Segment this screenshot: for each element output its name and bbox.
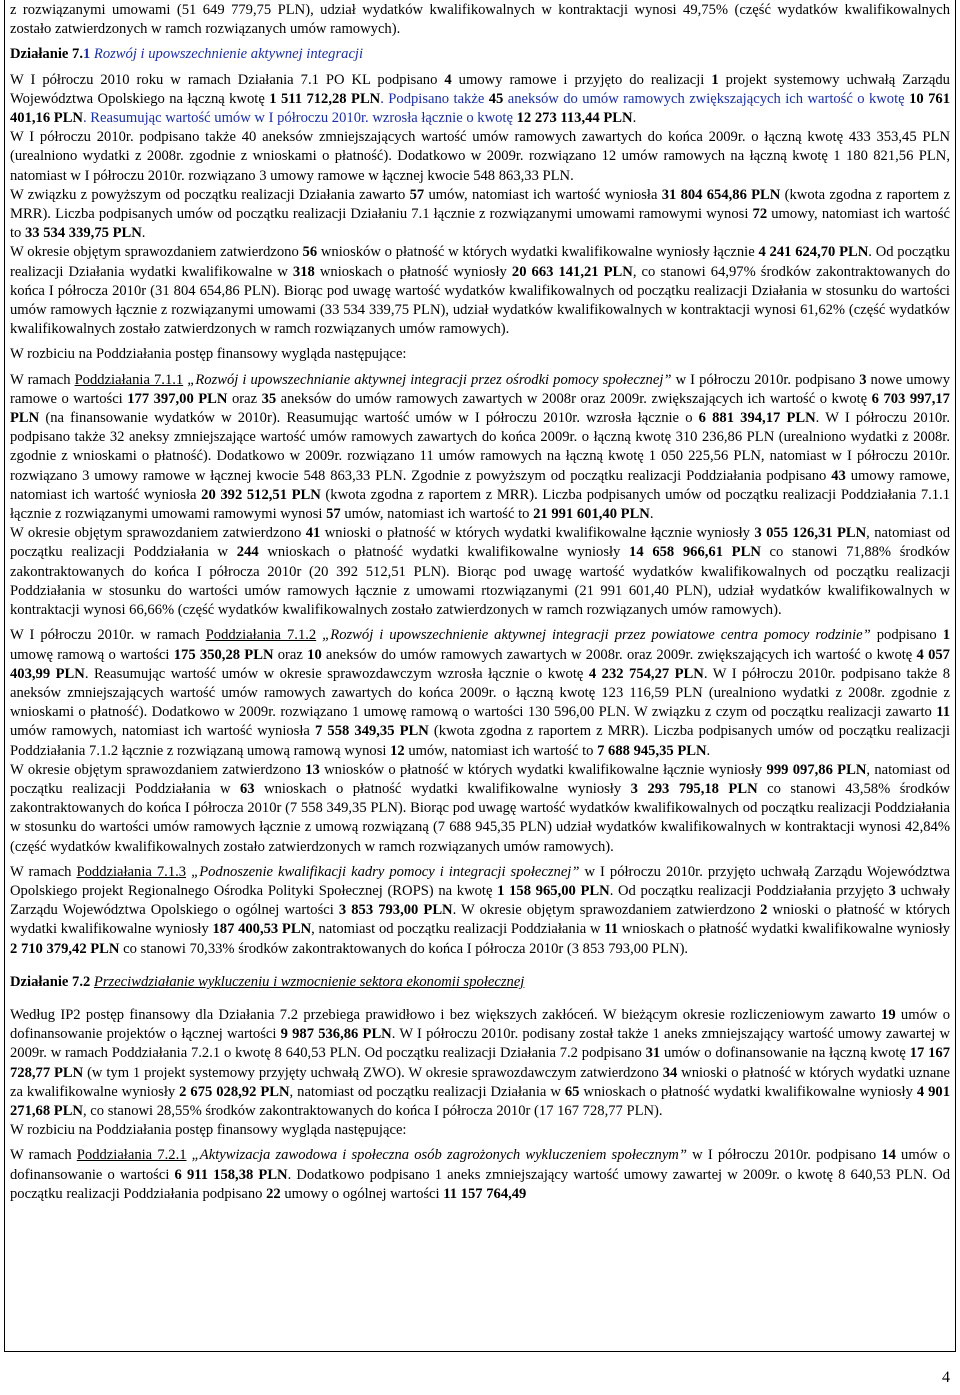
paragraph-7-1-1-payments: W okresie objętym sprawozdaniem zatwierdzono 41 wnioski o płatność w których wydatki kwalifikowalne łącznie wyniosły 3 055 126,31 PLN, natomiast od początku realizacji Poddziałania w 244 wnioskach o płatność wydatki kwalifikowalne wyniosły 14 658 966,61 PLN co stanowi 71,88% środków zakontraktowanych do końca I półrocza 2010r (20 392 512,51 PLN). Biorąc pod uwagę wartość wydatków kwalifikowalnych od początku realizacji Poddziałania w stosunku do wartości umów ramowych łącznie z umowami rtozwiązanymi (21 991 601,40 PLN), udział wydatków kwalifikowalnych w kontraktacji wynosi 66,66% (część wydatków kwalifikowalnych zostało zatwierdzonych w ramch rozwiązanych umów ramowych).: [10, 525, 951, 619]
paragraph-7-1-2-payments: W okresie objętym sprawozdaniem zatwierdzono 13 wniosków o płatność w których wydatki kwalifikowalne łącznie wyniosły 999 097,86 PLN, natomiast od początku realizacji Poddziałania w 63 wnioskach o płatność wydatki kwalifikowalne wyniosły 3 293 795,18 PLN co stanowi 43,58% środków zakontraktowanych do końca I półrocza 2010r (7 558 349,35 PLN). Biorąc pod uwagę wartość wydatków kwalifikowalnych od początku realizacji Poddziałania w stosunku do wartości umów ramowych łącznie z umową rozwiązaną (7 688 945,35 PLN) udział wydatków kwalifikowalnych w kontraktacji wynosi 42,84% (część wydatków kwalifikowalnych zostało zatwierdzonych w ramch rozwiązanych umów ramowych).: [10, 761, 950, 855]
paragraph-breakdown-intro: W rozbiciu na Poddziałania postęp finansowy wygląda następujące:: [10, 346, 407, 363]
paragraph-7-1-1-contracts: W ramach Poddziałania 7.1.1 „Rozwój i upowszechnianie aktywnej integracji przez ośrodki pomocy społecznej” w I półroczu 2010r. podpisano 3 nowe umowy ramowe o wartości 177 397,00 PLN oraz 35 aneksów do umów ramowych zawartych w 2008r oraz 2009r. zwiększających ich wartość o kwotę 6 703 997,17 PLN (na finansowanie wydatków w 2010r). Reasumując wartość umów w I półroczu 2010r. wzrosła łącznie o 6 881 394,17 PLN. W I półroczu 2010r. podpisano także 32 aneksy zmniejszające wartość umów ramowych zawartych do końca 2009r. o łączną kwotę 310 236,86 PLN (urealniono wydatki z 2008r. zgodnie z wnioskami o płatność). Dodatkowo w 2009r. rozwiązano 11 umów ramowych na łączną kwotę 1 050 225,56 PLN, natomiast w I półroczu 2010r. rozwiązano 3 umowy ramowe w łącznej kwocie 548 863,33 PLN. Zgodnie z powyższym od początku realizacji Poddziałania podpisano 43 umowy ramowe, natomiast ich wartość wyniosła 20 392 512,51 PLN (kwota zgodna z raportem z MRR). Liczba podpisanych umów od początku realizacji Poddziałania 7.1.1 łącznie z rozwiązanymi umowami ramowymi wynosi 57 umów, natomiast ich wartość to 21 991 601,40 PLN.: [10, 371, 951, 523]
paragraph-7-2-1: W ramach Poddziałania 7.2.1 „Aktywizacja zawodowa i społeczna osób zagrożonych wykluczeniem społecznym” w I półroczu 2010r. podpisano 14 umów o dofinansowanie o wartości 6 911 158,38 PLN. Dodatkowo podpisano 1 aneks zmniejszający wartość umowy zawartej w 2009r. o kwotę 8 640,53 PLN. Od początku realizacji Poddziałania podpisano 22 umowy o ogólnej wartości 11 157 764,49: [10, 1147, 950, 1202]
section-heading-7-2: Działanie 7.2 Przeciwdziałanie wykluczeniu i wzmocnienie sektora ekonomii społecznej: [10, 973, 525, 990]
paragraph-continuation: z rozwiązanymi umowami (51 649 779,75 PLN), udział wydatków kwalifikowalnych w kontraktacji wynosi 49,75% (część wydatków kwalifikowalnych zostało zatwierdzonych w ramch rozwiązanych umów ramowych).: [10, 2, 950, 38]
paragraph-7-2-summary: Według IP2 postęp finansowy dla Działania 7.2 przebiega prawidłowo i bez większych zakłóceń. W bieżącym okresie rozliczeniowym zawarto 19 umów o dofinansowanie projektów o łącznej wartości 9 987 536,86 PLN. W I półroczu 2010r. podisany został także 1 aneks zmniejszający wartość umowy zawartej w 2009r. w ramach Poddziałania 7.2.1 o kwotę 8 640,53 PLN. Od początku realizacji Działania 7.2 podpisano 31 umów o dofinansowanie na łączną kwotę 17 167 728,77 PLN (w tym 1 projekt systemowy przyjęty uchwałą ZWO). W okresie sprawozdawczym zatwierdzono 34 wnioski o płatność w których wydatki uznane za kwalifikowalne wyniosły 2 675 028,92 PLN, natomiast od początku realizacji Działania w 65 wnioskach o płatność wydatki kwalifikowalne wyniosły 4 901 271,68 PLN, co stanowi 28,55% środków zakontraktowanych do końca I półrocza 2010r (17 167 728,77 PLN).: [10, 1006, 951, 1119]
paragraph-7-1-payments: W okresie objętym sprawozdaniem zatwierdzono 56 wniosków o płatność w których wydatki kwalifikowalne wyniosły łącznie 4 241 624,70 PLN. Od początku realizacji Działania wydatki kwalifikowalne w 318 wnioskach o płatność wyniosły 20 663 141,21 PLN, co stanowi 64,97% środków zakontraktowanych do końca I półrocza 2010r (31 804 654,86 PLN). Biorąc pod uwagę wartość wydatków kwalifikowalnych od początku realizacji Działania w stosunku do wartości umów ramowych łącznie z rozwiązanymi umowami (33 534 339,75 PLN), udział wydatków kwalifikowalnych w kontraktacji wynosi 61,62% (część wydatków kwalifikowalnych zostało zatwierdzonych w ramch rozwiązanych umów ramowych).: [10, 244, 951, 338]
paragraph-7-1-summary: W I półroczu 2010 roku w ramach Działania 7.1 PO KL podpisano 4 umowy ramowe i przyjęto do realizacji 1 projekt systemowy uchwałą Zarządu Województwa Opolskiego na łączną kwotę 1 511 712,28 PLN. Podpisano także 45 aneksów do umów ramowych zwiększających ich wartość o kwotę 10 761 401,16 PLN. Reasumując wartość umów w I półroczu 2010r. wzrosła łącznie o kwotę 12 273 113,44 PLN. W I półroczu 2010r. podpisano także 40 aneksów zmniejszających wartość umów ramowych zawartych do końca 2009r. o łączną kwotę 433 353,45 PLN (urealniono wydatki z 2008r. zgodnie z wnioskami o płatność). Dodatkowo w 2009r. rozwiązano 12 umów ramowych na łączną kwotę 1 180 821,56 PLN, natomiast w I półroczu 2010r. rozwiązano 3 umowy ramowe w łącznej kwocie 548 863,33 PLN. W związku z powyższym od początku realizacji Działania zawarto 57 umów, natomiast ich wartość wyniosła 31 804 654,86 PLN (kwota zgodna z raportem z MRR). Liczba podpisanych umów od początku realizacji Działaniu 7.1 łącznie z rozwiązanymi umowami ramowymi wynosi 72 umowy, natomiast ich wartość to 33 534 339,75 PLN.: [10, 71, 951, 242]
paragraph-7-1-2-contracts: W I półroczu 2010r. w ramach Poddziałania 7.1.2 „Rozwój i upowszechnienie aktywnej integracji przez powiatowe centra pomocy rodzinie” podpisano 1 umowę ramową o wartości 175 350,28 PLN oraz 10 aneksów do umów ramowych zawartych w 2008r. oraz 2009r. zwiększających ich wartość o kwotę 4 057 403,99 PLN. Reasumując wartość umów w okresie sprawozdawczym wzrosła łącznie o kwotę 4 232 754,27 PLN. W I półroczu 2010r. podpisano także 8 aneksów zmniejszających wartość umów ramowych zawartych do końca 2009r. o łączną kwotę 123 116,59 PLN (urealniono wydatki z 2008r. zgodnie z wnioskami o płatność). Dodatkowo w 2009r. rozwiązano 1 umowę ramową o wartości 130 596,00 PLN. W związku z czym od początku realizacji zawarto 11 umów ramowych, natomiast ich wartość wyniosła 7 558 349,35 PLN (kwota zgodna z raportem z MRR). Liczba podpisanych umów od początku realizacji Poddziałania 7.1.2 łącznie z rozwiązaną umową ramową wynosi 12 umów, natomiast ich wartość to 7 688 945,35 PLN.: [10, 627, 951, 759]
section-heading-7-1: Działanie 7.1 Rozwój i upowszechnienie aktywnej integracji: [10, 46, 364, 63]
document-body: [10, 1, 950, 1204]
page-number: 4: [942, 1369, 950, 1386]
paragraph-breakdown-intro-2: W rozbiciu na Poddziałania postęp finansowy wygląda następujące:: [10, 1122, 407, 1139]
paragraph-7-1-3: W ramach Poddziałania 7.1.3 „Podnoszenie kwalifikacji kadry pomocy i integracji społecznej” w I półroczu 2010r. przyjęto uchwałą Zarządu Województwa Opolskiego projekt Regionalnego Ośrodka Polityki Społecznej (ROPS) na kwotę 1 158 965,00 PLN. Od początku realizacji Poddziałania przyjęto 3 uchwały Zarządu Województwa Opolskiego o ogólnej wartości 3 853 793,00 PLN. W okresie objętym sprawozdaniem zatwierdzono 2 wnioski o płatność w których wydatki kwalifikowalne wyniosły 187 400,53 PLN, natomiast od początku realizacji Poddziałania w 11 wnioskach o płatność wydatki kwalifikowalne wyniosły 2 710 379,42 PLN co stanowi 70,33% środków zakontraktowanych do końca I półrocza 2010r (3 853 793,00 PLN).: [10, 863, 951, 957]
